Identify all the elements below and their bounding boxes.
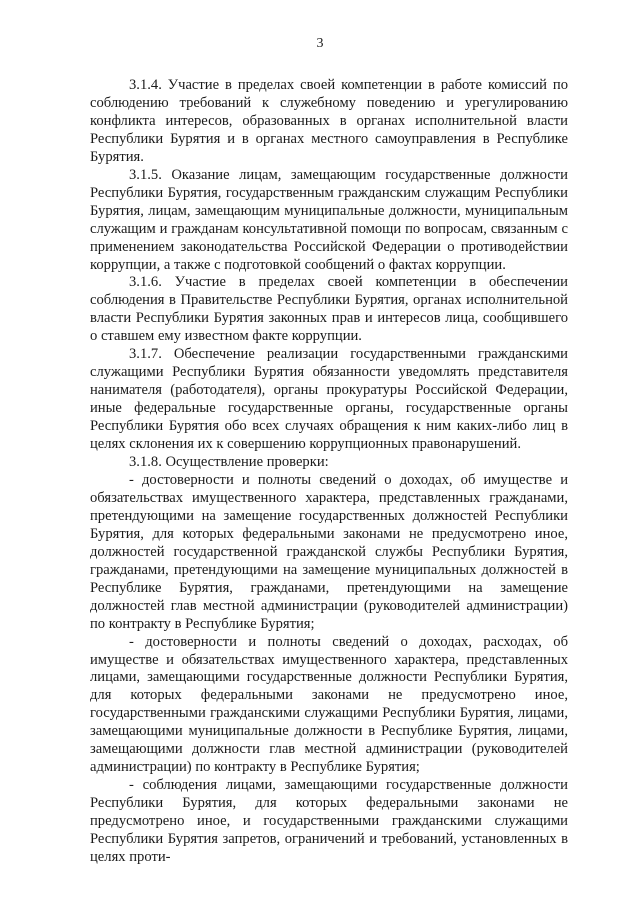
paragraph-3-1-7: 3.1.7. Обеспечение реализации государственными гражданскими служащими Республики Бурятия обязанности уведомлять представителя нанимателя (работодателя), органы прокуратуры Российской Федерации, иные федеральные государственные органы, государственные органы Республики Бурятия обо всех случаях обращения к ним каких-либо лиц в целях склонения их к совершению коррупционных правонарушений. bbox=[90, 346, 568, 453]
paragraph-3-1-8: 3.1.8. Осуществление проверки: bbox=[129, 454, 329, 471]
paragraph-3-1-5: 3.1.5. Оказание лицам, замещающим государственные должности Республики Бурятия, государственным гражданским служащим Республики Бурятия, лицам, замещающим муниципальные должности, муниципальным служащим и гражданам консультативной помощи по вопросам, связанным с применением законодательства Российской Федерации о противодействии коррупции, а также с подготовкой сообщений о фактах коррупции. bbox=[90, 166, 568, 273]
paragraph-3-1-6: 3.1.6. Участие в пределах своей компетенции в обеспечении соблюдения в Правительстве Республики Бурятия, органах исполнительной власти Республики Бурятия законных прав и интересов лица, сообщившего о ставшем ему известном факте коррупции. bbox=[90, 274, 568, 345]
page-number: 3 bbox=[316, 36, 324, 51]
list-item-compliance: - соблюдения лицами, замещающими государственные должности Республики Бурятия, для которых федеральными законами не предусмотрено иное, и государственными гражданскими служащими Республики Бурятия запретов, ограничений и требований, установленных в целях проти- bbox=[90, 777, 568, 865]
document-body bbox=[90, 77, 568, 867]
list-item-verification-candidates: - достоверности и полноты сведений о доходах, об имуществе и обязательствах имущественного характера, представленных гражданами, претендующими на замещение государственных должностей Республики Бурятия, для которых федеральными законами не предусмотрено иное, должностей государственной гражданской службы Республики Бурятия, гражданами, претендующими на замещение муниципальных должностей в Республике Бурятия, гражданами, претендующими на замещение должностей глав местной администрации (руководителей администрации) по контракту в Республике Бурятия; bbox=[90, 471, 568, 632]
paragraph-3-1-4: 3.1.4. Участие в пределах своей компетенции в работе комиссий по соблюдению требований к служебному поведению и урегулированию конфликта интересов, образованных в органах исполнительной власти Республики Бурятия и в органах местного самоуправления в Республике Бурятия. bbox=[90, 77, 568, 165]
list-item-verification-officials: - достоверности и полноты сведений о доходах, расходах, об имуществе и обязательствах имущественного характера, представленных лицами, замещающими государственные должности Республики Бурятия, для которых федеральными законами не предусмотрено иное, государственными гражданскими служащими Республики Бурятия, лицами, замещающими муниципальные должности в Республике Бурятия, лицами, замещающими должности глав местной администрации (руководителей администрации) по контракту в Республике Бурятия; bbox=[90, 633, 568, 776]
